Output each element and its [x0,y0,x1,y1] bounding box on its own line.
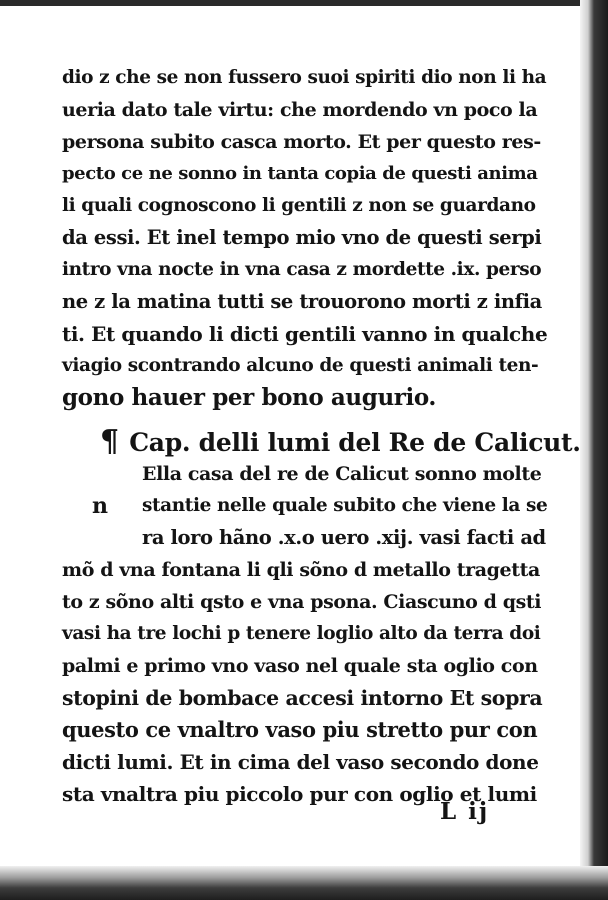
text-line: intro vna nocte in vna casa z mordette .ix. perso [62,259,542,280]
pilcrow-mark: ¶ [100,424,119,459]
signature-mark: L ij [440,798,490,825]
text-line: ne z la matina tutti se trouorono morti z infia [62,290,542,313]
text-line: dicti lumi. Et in cima del vaso secondo done [62,750,539,774]
book-page [0,6,580,866]
text-line: gono hauer per bono augurio. [62,384,436,411]
chapter-title: Cap. delli lumi del Re de Calicut. [129,428,581,457]
text-line: mõ d vna fontana li qli sõno d metallo tragetta [62,559,540,581]
text-line: stopini de bombace accesi intorno Et sopra [62,686,543,710]
scan-edge-bottom [0,866,608,900]
text-line: ti. Et quando li dicti gentili vanno in qualche [62,322,548,346]
text-line: Ella casa del re de Calicut sonno molte [142,463,542,485]
text-line: dio z che se non fussero suoi spiriti dio non li ha [62,67,547,88]
chapter-heading [100,426,581,459]
text-line: viagio scontrando alcuno de questi animali ten- [62,355,539,376]
text-line: da essi. Et inel tempo mio vno de questi serpi [62,226,542,249]
text-line: ueria dato tale virtu: che mordendo vn poco la [62,99,538,121]
text-line: to z sõno alti qsto e vna psona. Ciascuno d qsti [62,591,542,613]
text-line: li quali cognoscono li gentili z non se guardano [62,195,536,216]
text-line: questo ce vnaltro vaso piu stretto pur con [62,717,538,742]
text-line: ra loro hãno .x.o uero .xij. vasi facti ad [142,526,546,549]
text-line: pecto ce ne sonno in tanta copia de questi anima [62,163,538,184]
text-line: palmi e primo vno vaso nel quale sta oglio con [62,655,538,677]
text-line: persona subito casca morto. Et per questo res- [62,131,541,153]
text-line: stantie nelle quale subito che viene la se [142,495,548,516]
text-line: vasi ha tre lochi p tenere loglio alto da terra doi [62,623,541,644]
text-line: sta vnaltra piu piccolo pur con oglio et lumi [62,782,537,806]
initial-guide-letter: n [92,493,108,519]
scan-edge-right [580,0,608,900]
